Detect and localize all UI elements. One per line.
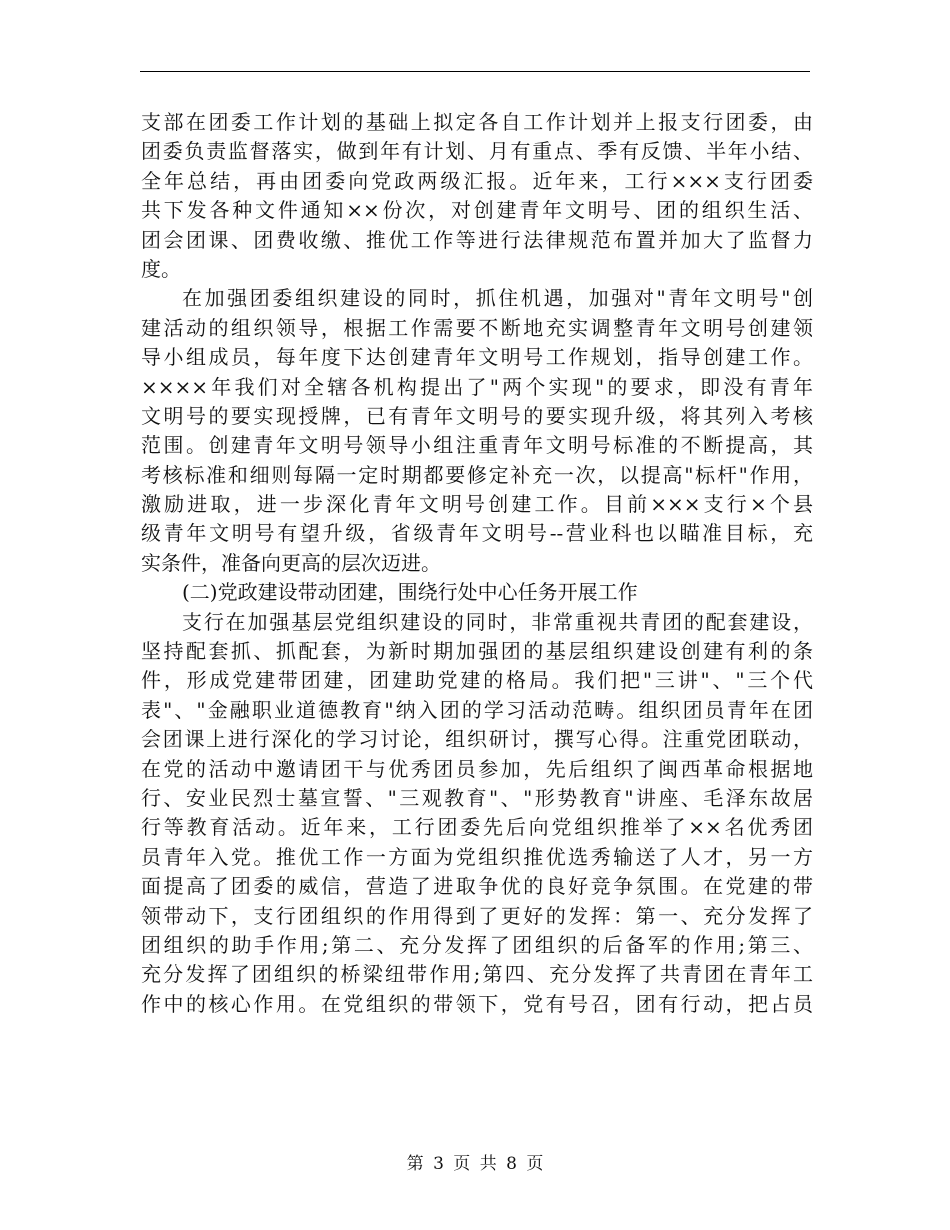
- text-line: 共下发各种文件通知××份次，对创建青年文明号、团的组织生活、: [141, 198, 813, 223]
- text-line: 激励进取，进一步深化青年文明号创建工作。目前×××支行×个县: [141, 492, 813, 517]
- text-line: 团委负责监督落实，做到年有计划、月有重点、季有反馈、半年小结、: [141, 139, 813, 164]
- text-line: ××××年我们对全辖各机构提出了"两个实现"的要求，即没有青年: [141, 374, 813, 399]
- text-line: 实条件，准备向更高的层次迈进。: [141, 550, 441, 575]
- text-line: 作中的核心作用。在党组织的带领下，党有号召，团有行动，把占员: [141, 991, 813, 1016]
- header-rule: [140, 71, 810, 72]
- section-heading: (二)党政建设带动团建，围绕行处中心任务开展工作: [182, 580, 638, 605]
- text-line: 全年总结，再由团委向党政两级汇报。近年来，工行×××支行团委: [141, 168, 813, 193]
- text-line: 建活动的组织领导，根据工作需要不断地充实调整青年文明号创建领: [141, 315, 813, 340]
- text-line: 件，形成党建带团建，团建助党建的格局。我们把"三讲"、"三个代: [141, 668, 813, 693]
- text-line: 团组织的助手作用;第二、充分发挥了团组织的后备军的作用;第三、: [141, 932, 813, 957]
- text-line: 导小组成员，每年度下达创建青年文明号工作规划，指导创建工作。: [141, 345, 813, 370]
- text-line: 行等教育活动。近年来，工行团委先后向党组织推举了××名优秀团: [141, 815, 813, 840]
- text-line: 充分发挥了团组织的桥梁纽带作用;第四、充分发挥了共青团在青年工: [141, 962, 813, 987]
- text-line: 度。: [141, 256, 181, 281]
- text-line: 领带动下，支行团组织的作用得到了更好的发挥：第一、充分发挥了: [141, 903, 813, 928]
- text-line: 支部在团委工作计划的基础上拟定各自工作计划并上报支行团委，由: [141, 110, 813, 134]
- text-line: 在党的活动中邀请团干与优秀团员参加，先后组织了闽西革命根据地: [141, 756, 813, 781]
- text-line: 会团课上进行深化的学习讨论，组织研讨，撰写心得。注重党团联动，: [141, 727, 813, 752]
- page-number-footer: 第 3 页 共 8 页: [406, 1154, 544, 1174]
- text-line: 员青年入党。推优工作一方面为党组织推优选秀输送了人才，另一方: [141, 844, 813, 869]
- text-line: 文明号的要实现授牌，已有青年文明号的要实现升级，将其列入考核: [141, 403, 813, 428]
- text-line: 面提高了团委的威信，营造了进取争优的良好竞争氛围。在党建的带: [141, 874, 813, 899]
- paragraph-start-line: 在加强团委组织建设的同时，抓住机遇，加强对"青年文明号"创: [182, 286, 813, 311]
- paragraph-start-line: 支行在加强基层党组织建设的同时，非常重视共青团的配套建设，: [182, 609, 813, 634]
- text-line: 级青年文明号有望升级，省级青年文明号--营业科也以瞄准目标，充: [141, 521, 813, 546]
- text-line: 考核标准和细则每隔一定时期都要修定补充一次，以提高"标杆"作用，: [141, 462, 813, 487]
- text-line: 表"、"金融职业道德教育"纳入团的学习活动范畴。组织团员青年在团: [141, 697, 813, 722]
- text-line: 团会团课、团费收缴、推优工作等进行法律规范布置并加大了监督力: [141, 227, 813, 252]
- document-body: [141, 108, 813, 1019]
- text-line: 坚持配套抓、抓配套，为新时期加强团的基层组织建设创建有利的条: [141, 639, 813, 664]
- text-line: 范围。创建青年文明号领导小组注重青年文明号标准的不断提高，其: [141, 433, 813, 458]
- text-line: 行、安业民烈士墓宣誓、"三观教育"、"形势教育"讲座、毛泽东故居: [141, 785, 813, 810]
